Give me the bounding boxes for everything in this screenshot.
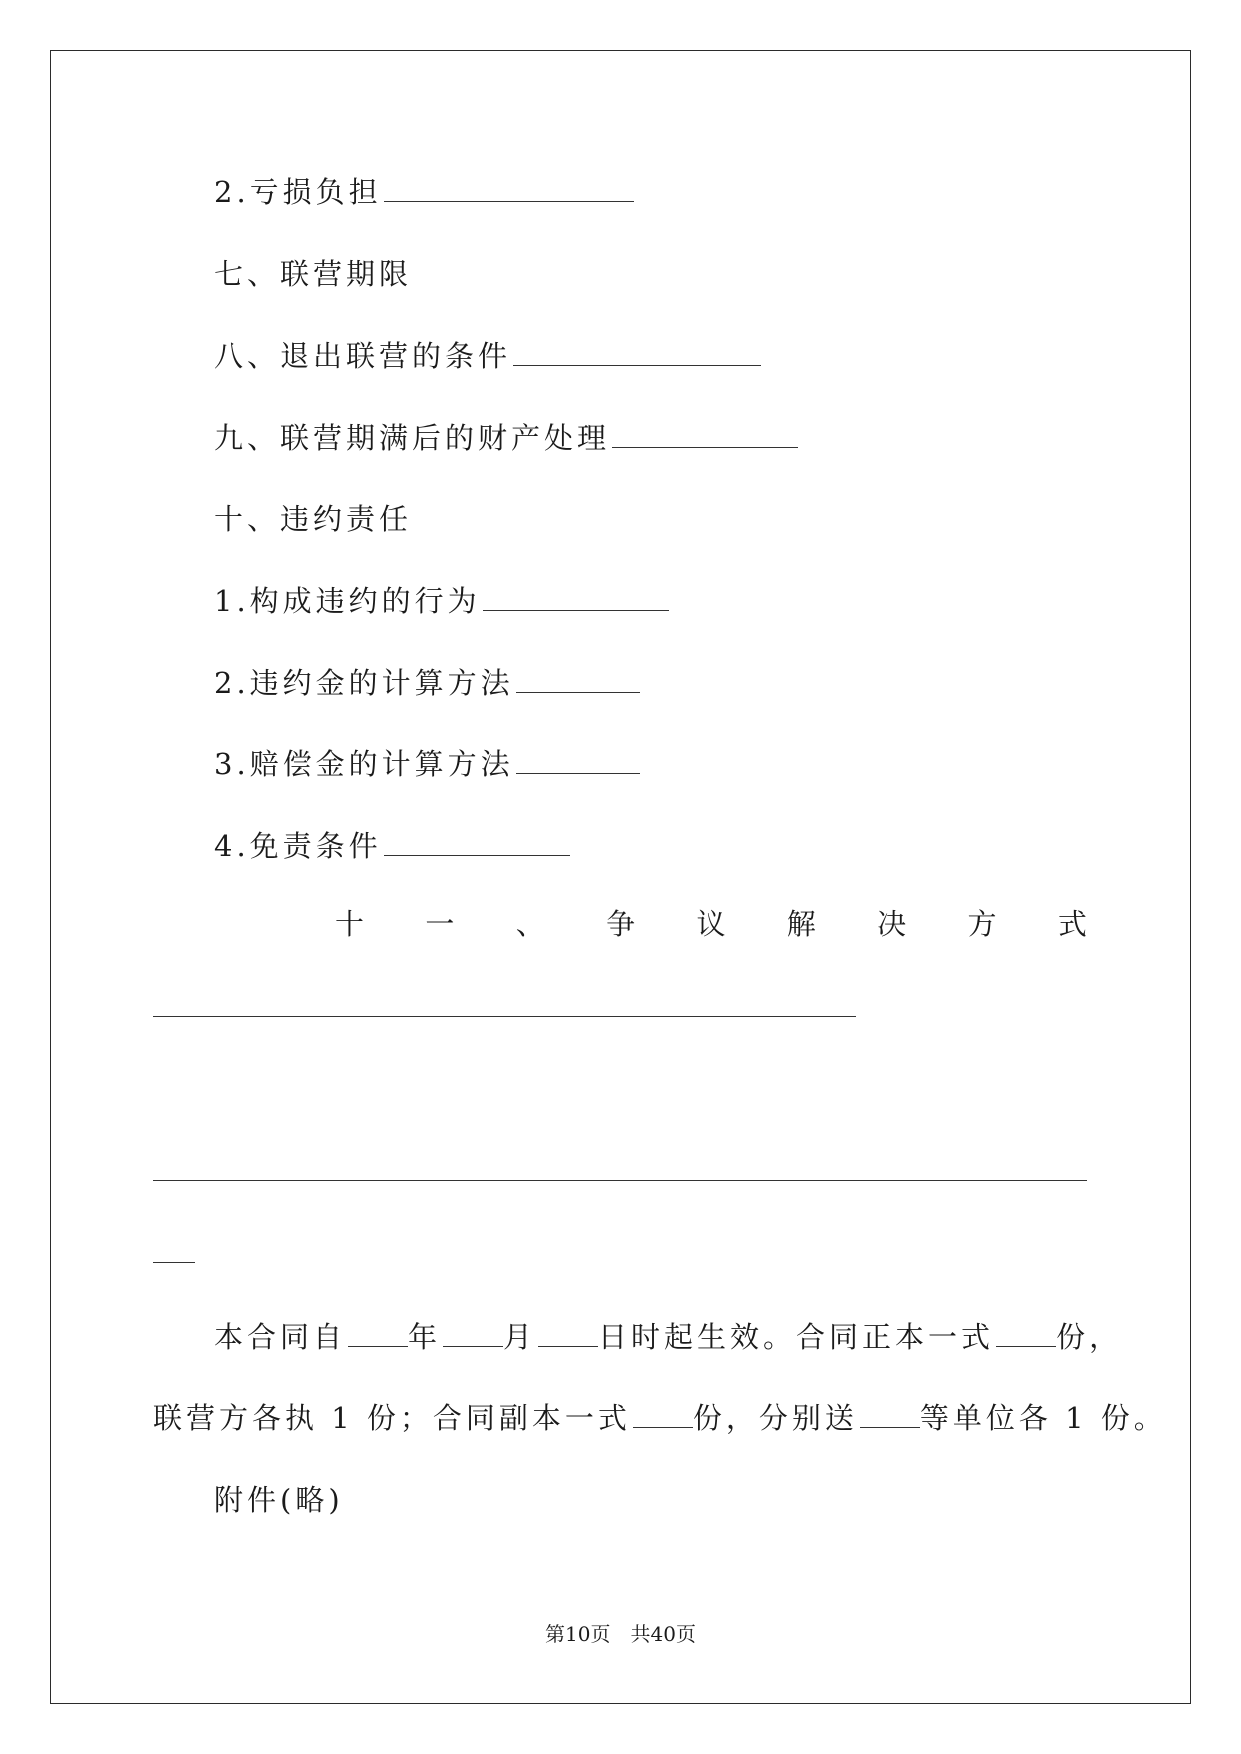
fill-blank[interactable] <box>384 855 570 856</box>
section-dispute-resolution: 十 一 、 争 议 解 决 方 式 <box>335 907 1087 941</box>
fill-blank[interactable] <box>516 773 640 774</box>
clause-penalty-calc: 2.违约金的计算方法 <box>214 663 640 703</box>
clause-exemption: 4.免责条件 <box>214 826 570 866</box>
clause-compensation-calc: 3.赔偿金的计算方法 <box>214 744 640 784</box>
section-breach-liability: 十、违约责任 <box>214 502 413 536</box>
fill-blank[interactable] <box>384 201 634 202</box>
section-exit-conditions: 八、退出联营的条件 <box>214 336 761 376</box>
fill-blank[interactable] <box>153 1180 1087 1181</box>
section-property-disposal: 九、联营期满后的财产处理 <box>214 418 798 458</box>
fill-blank[interactable] <box>996 1346 1056 1347</box>
attachment-note: 附件(略) <box>214 1483 344 1517</box>
fill-blank[interactable] <box>483 610 669 611</box>
clause-breach-acts: 1.构成违约的行为 <box>214 581 669 621</box>
section-term: 七、联营期限 <box>214 257 413 291</box>
fill-blank[interactable] <box>443 1346 503 1347</box>
page-number: 第10页 共40页 <box>545 1622 696 1646</box>
fill-blank[interactable] <box>153 1016 856 1017</box>
fill-blank[interactable] <box>513 365 761 366</box>
clause-loss-burden: 2.亏损负担 <box>214 172 634 212</box>
fill-blank[interactable] <box>516 692 640 693</box>
fill-blank[interactable] <box>153 1262 195 1263</box>
fill-blank[interactable] <box>612 447 798 448</box>
fill-blank[interactable] <box>860 1427 920 1428</box>
page-border <box>50 50 1191 1704</box>
fill-blank[interactable] <box>633 1427 693 1428</box>
copies-clause: 联营方各执 1 份；合同副本一式 份，分别送 等单位各 1 份。 <box>153 1401 1167 1435</box>
fill-blank[interactable] <box>538 1346 598 1347</box>
fill-blank[interactable] <box>348 1346 408 1347</box>
effective-date-clause: 本合同自 年 月 日时起生效。合同正本一式 份， <box>214 1320 1123 1354</box>
